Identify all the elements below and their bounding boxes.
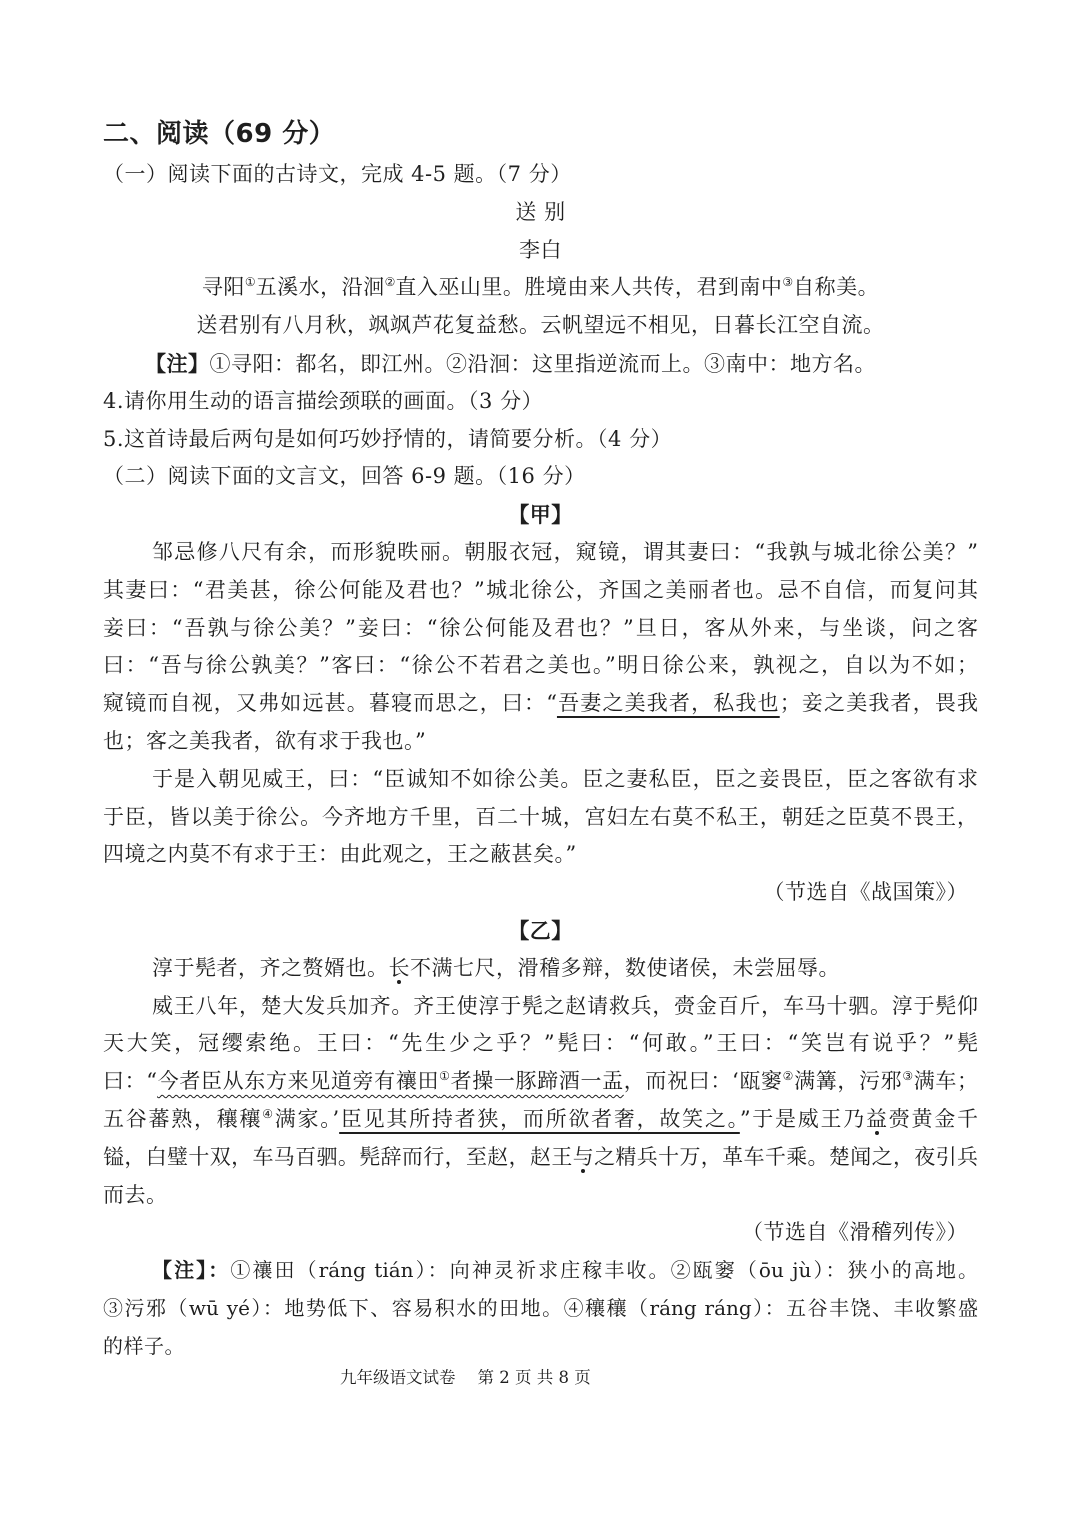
wavy-underlined-sentence (157, 1069, 624, 1093)
note-label: 【注】 (145, 350, 210, 376)
passage-jia-label: 【甲】 (508, 502, 573, 528)
passage-line: 于是入朝见威王，曰：“臣诚知不如徐公美。臣之妻私臣，臣之妾畏臣，臣之客欲有求 (152, 766, 978, 791)
passage-line: 妾曰：“吾孰与徐公美？”妾曰：“徐公何能及君也？”旦日，客从外来，与坐谈，问之客 (103, 615, 978, 640)
footer-title: 九年级语文试卷 (340, 1368, 456, 1387)
part1-instruction: （一）阅读下面的古诗文，完成 4-5 题。（7 分） (103, 162, 572, 186)
passage-text: ，而祝曰：‘瓯窭 (623, 1069, 783, 1094)
poem-text: 直入巫山里。胜境由来人共传，君到南中 (395, 275, 783, 300)
footnote-marker: ④ (262, 1106, 275, 1121)
poem-note (103, 345, 978, 383)
page-footer (340, 1366, 591, 1390)
passage-text: 满车； (913, 1069, 979, 1094)
passage-text: 淳于髡者，齐之赘婿也。 (152, 955, 389, 980)
poem-line: 送君别有八月秋，飒飒芦花复益愁。云帆望远不相见，日暮长江空自流。 (196, 313, 885, 338)
underlined-sentence: 吾妻之美我者，私我也 (556, 691, 780, 716)
note-label: 【注】： (152, 1258, 231, 1283)
passage-yi-source: （节选自《滑稽列传》） (742, 1220, 968, 1245)
passage-text: 曰：“ (103, 1069, 158, 1094)
underlined-sentence: 臣见其所持者狭，而所欲者奢，故笑之。 (339, 1106, 740, 1131)
footnote-marker: ③ (782, 275, 794, 290)
passage-line: 于臣，皆以美于徐公。今齐地方千里，百二十城，宫妇左右莫不私王，朝廷之臣莫不畏王， (103, 804, 978, 829)
poem-text: 自称美。 (793, 275, 880, 300)
poem-text: 五溪水，沿洄 (255, 275, 385, 300)
passage-line (103, 1063, 978, 1101)
page-number: 第 2 页 共 8 页 (477, 1368, 591, 1387)
note-text: ①寻阳：都名，即江州。②沿洄：这里指逆流而上。③南中：地方名。 (209, 351, 876, 376)
passage-jia-source: （节选自《战国策》） (763, 880, 968, 905)
passage-text: 不满七尺，滑稽多辩，数使诸侯，未尝屈辱。 (410, 955, 840, 980)
emphasis-char: 与 (572, 1144, 595, 1169)
poem-title: 送 别 (515, 199, 566, 224)
part2-instruction: （二）阅读下面的文言文，回答 6-9 题。（16 分） (103, 464, 586, 489)
footnote-marker: ② (384, 275, 396, 290)
question-5: 5.这首诗最后两句是如何巧妙抒情的，请简要分析。（4 分） (103, 426, 673, 451)
question-4: 4.请你用生动的语言描绘颈联的画面。（3 分） (103, 388, 544, 413)
note-text: ①禳田（ráng tián）：向神灵祈求庄稼丰收。②瓯窭（ōu jù）：狭小的高地。 (230, 1258, 979, 1283)
passage-text: ；妾之美我者，畏我 (779, 691, 979, 716)
passage-text: 之精兵十万，革车千乘。楚闻之，夜引兵 (594, 1144, 979, 1169)
passage-line: 四境之内莫不有求于王：由此观之，王之蔽甚矣。” (103, 842, 577, 867)
footnote-marker: ① (439, 1069, 451, 1084)
poem-author: 李白 (519, 237, 562, 262)
passage-text: 者操一豚蹄酒一盂 (450, 1069, 624, 1094)
footnote-marker: ① (244, 275, 256, 290)
emphasis-char: 长 (388, 955, 410, 980)
passage-line: 威王八年，楚大发兵加齐。齐王使淳于髡之赵请救兵，赍金百斤，车马十驷。淳于髡仰 (152, 993, 978, 1018)
passage-text: ”于是威王乃 (739, 1106, 867, 1131)
passage-line: 其妻曰：“君美甚，徐公何能及君也？”城北徐公，齐国之美丽者也。忌不自信，而复问其 (103, 577, 978, 602)
passage-line: 邹忌修八尺有余，而形貌昳丽。朝服衣冠，窥镜，谓其妻曰：“我孰与城北徐公美？” (152, 539, 978, 564)
passage-line (103, 1101, 978, 1139)
passage-yi-label: 【乙】 (508, 917, 573, 943)
passage-text: 五谷蕃熟，穰穰 (103, 1106, 263, 1131)
passage-note-line (103, 1252, 978, 1290)
passage-line (103, 685, 978, 723)
footnote-marker: ② (782, 1069, 795, 1084)
passage-line (103, 950, 978, 988)
passage-text: 窥镜而自视，又弗如远甚。暮寝而思之，曰：“ (103, 691, 557, 716)
emphasis-char: 益 (866, 1106, 889, 1131)
poem-text: 寻阳 (201, 275, 245, 300)
section-heading: 二、阅读（69 分） (103, 119, 336, 149)
passage-text: 今者臣从东方来见道旁有禳田 (157, 1069, 440, 1094)
passage-text: 满家。’ (274, 1106, 340, 1131)
passage-text: 满篝，污邪 (794, 1069, 903, 1094)
passage-line: 曰：“吾与徐公孰美？”客曰：“徐公不若君之美也。”明日徐公来，孰视之，自以为不如； (103, 653, 978, 678)
passage-line: 而去。 (103, 1182, 168, 1207)
passage-line (103, 1139, 978, 1177)
exam-page (103, 112, 978, 1366)
passage-note-line: ③污邪（wū yé）：地势低下、容易积水的田地。④穰穰（ráng ráng）：五谷丰饶、丰收繁盛 (103, 1295, 978, 1320)
passage-line: 天大笑，冠缨索绝。王曰：“先生少之乎？”髡曰：“何敢。”王曰：“笑岂有说乎？”髡 (103, 1031, 978, 1056)
passage-line: 也；客之美我者，欲有求于我也。” (103, 728, 427, 753)
poem-line (103, 269, 978, 307)
passage-text: 镒，白璧十双，车马百驷。髡辞而行，至赵，赵王 (103, 1144, 573, 1169)
footnote-marker: ③ (902, 1069, 914, 1084)
passage-note-line: 的样子。 (103, 1333, 185, 1358)
passage-text: 赍黄金千 (888, 1106, 979, 1131)
